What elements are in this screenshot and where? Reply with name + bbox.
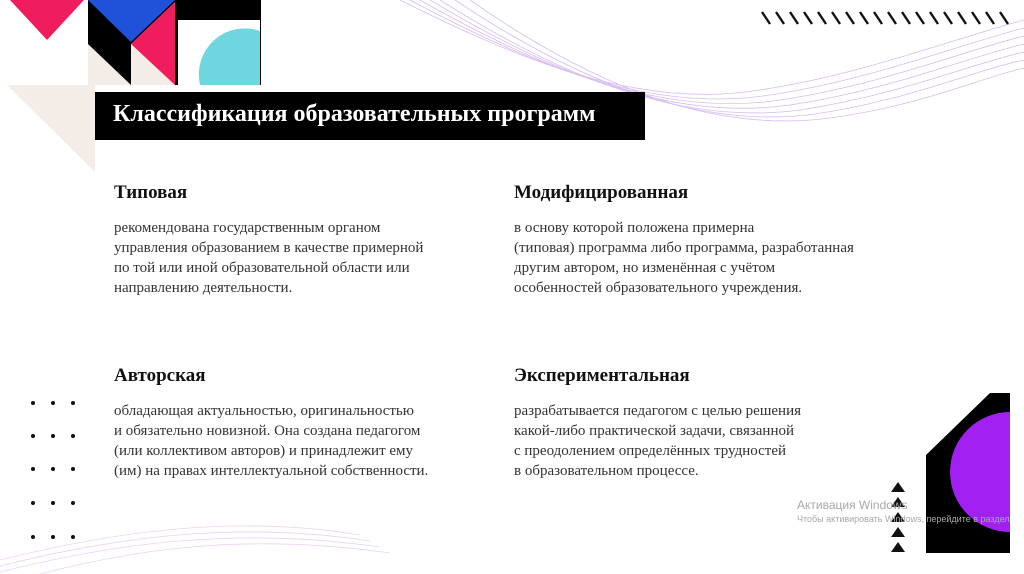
heading-authorial: Авторская	[114, 365, 206, 386]
text-authorial: обладающая актуальностью, оригинальностью и обязательно новизной. Она создана педагогом (или коллективом авторов) и принадлежит ему (им) на правах интеллектуальной собственности.	[114, 403, 429, 479]
windows-activation-subtitle: Чтобы активировать Windows, перейдите в раздел	[797, 514, 1010, 524]
text-experimental: разрабатывается педагогом с целью решения какой-либо практической задачи, связанной с преодолением определённых трудностей в образовательном процессе.	[514, 403, 802, 479]
text-modified: в основу которой положена примерна (типовая) программа либо программа, разработанная другим автором, но изменённая с учётом особенностей образовательного учреждения.	[514, 220, 854, 296]
pink-triangle-shape	[10, 0, 84, 40]
beige-large-triangle-shape	[7, 85, 95, 172]
heading-experimental: Экспериментальная	[514, 365, 690, 386]
slash-pattern	[762, 12, 1008, 24]
page-title: Классификация образовательных программ	[113, 101, 596, 127]
text-typical: рекомендована государственным органом управления образованием в качестве примерной по той или иной образовательной области или направлению деятельности.	[114, 220, 424, 296]
windows-activation-title: Активация Windows	[797, 498, 908, 512]
dot-grid	[31, 401, 75, 539]
heading-typical: Типовая	[114, 182, 188, 203]
wave-lines-bottom	[0, 526, 390, 574]
heading-modified: Модифицированная	[514, 182, 689, 203]
